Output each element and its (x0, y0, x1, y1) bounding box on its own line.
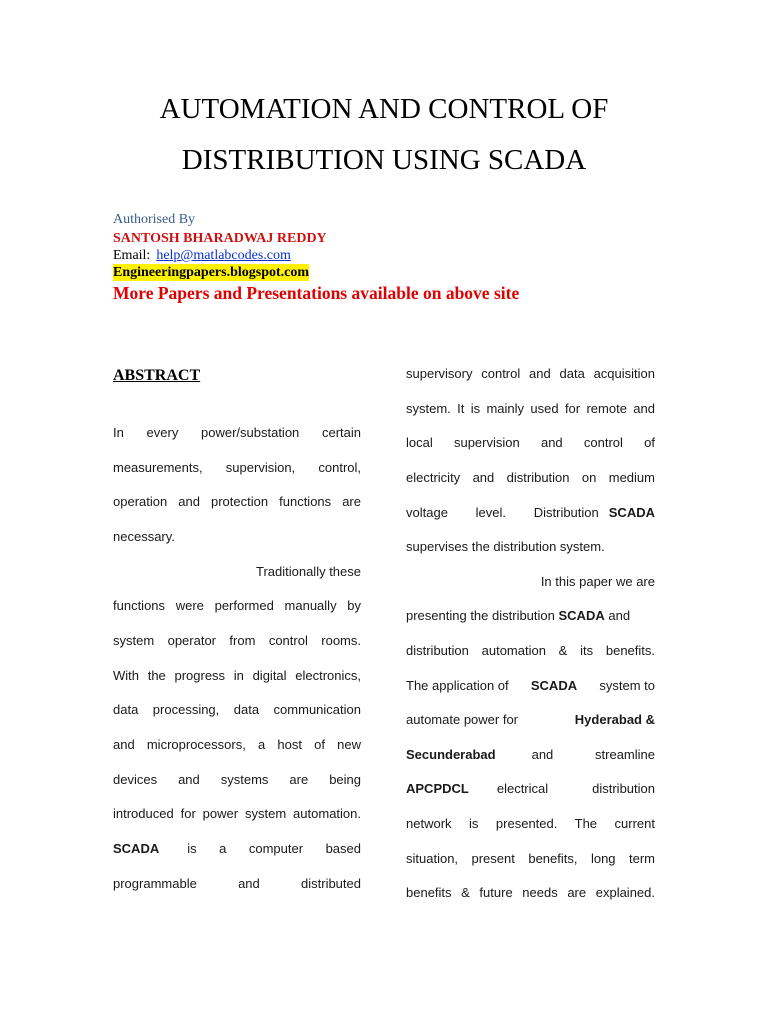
right-line-head: presenting the distribution (406, 608, 555, 623)
right-line: situation, present benefits, long term (406, 851, 655, 866)
left-line: operation and protection functions are (113, 494, 361, 509)
right-line (406, 711, 655, 729)
right-line-head: The application of (406, 678, 509, 693)
and-word: and (608, 608, 631, 623)
right-line: In this paper we are (540, 574, 655, 589)
authorised-by-label: Authorised By (113, 212, 196, 227)
email-line (113, 247, 291, 264)
scada-term: SCADA (558, 608, 605, 623)
title-line-2: DISTRIBUTION USING SCADA (181, 144, 587, 176)
left-line (113, 840, 361, 858)
right-line: distribution automation & its benefits. (406, 643, 655, 658)
left-line: data processing, data communication (113, 702, 361, 717)
right-line: system. It is mainly used for remote and (406, 401, 655, 416)
email-label: Email: (113, 248, 151, 263)
email-link[interactable]: help@matlabcodes.com (156, 248, 291, 263)
more-papers-notice: More Papers and Presentations available on above site (113, 283, 520, 303)
scada-term: SCADA (113, 841, 160, 856)
left-line: Traditionally these (255, 564, 361, 579)
right-line-tail: and streamline (531, 747, 655, 762)
right-line: network is presented. The current (406, 816, 655, 831)
left-line: programmable and distributed (113, 876, 361, 891)
scada-term: SCADA (608, 505, 655, 520)
secunderabad-term: Secunderabad (406, 747, 496, 762)
left-line-tail: is a computer based (187, 841, 361, 856)
left-line: necessary. (113, 529, 175, 544)
hyderabad-term: Hyderabad & (574, 712, 655, 727)
right-line: supervises the distribution system. (406, 539, 605, 554)
title-line-1: AUTOMATION AND CONTROL OF (159, 93, 609, 125)
right-line (406, 504, 655, 522)
left-line: and microprocessors, a host of new (113, 737, 361, 752)
right-line: local supervision and control of (406, 435, 655, 450)
left-line: introduced for power system automation. (113, 806, 361, 821)
right-line-head: voltage level. Distribution (406, 505, 599, 520)
left-line: system operator from control rooms. (113, 633, 361, 648)
right-line: electricity and distribution on medium (406, 470, 655, 485)
right-line (406, 677, 655, 695)
right-line: supervisory control and data acquisition (406, 366, 655, 381)
abstract-heading: ABSTRACT (113, 367, 201, 384)
right-line-head: automate power for (406, 712, 519, 727)
right-line (406, 780, 655, 798)
right-line (406, 607, 655, 625)
scada-term: SCADA (530, 678, 578, 693)
left-line: devices and systems are being (113, 772, 361, 787)
apcpdcl-term: APCPDCL (406, 781, 469, 796)
left-line: measurements, supervision, control, (113, 460, 361, 475)
author-name: SANTOSH BHARADWAJ REDDY (113, 231, 327, 246)
left-line: In every power/substation certain (113, 425, 361, 440)
system-to: system to (599, 678, 655, 693)
right-line: benefits & future needs are explained. (406, 885, 655, 900)
right-line (406, 746, 655, 764)
left-line: functions were performed manually by (113, 598, 361, 613)
site-link[interactable]: Engineeringpapers.blogspot.com (113, 265, 310, 280)
left-line: With the progress in digital electronics, (113, 668, 361, 683)
right-line-tail: electrical distribution (496, 781, 655, 796)
